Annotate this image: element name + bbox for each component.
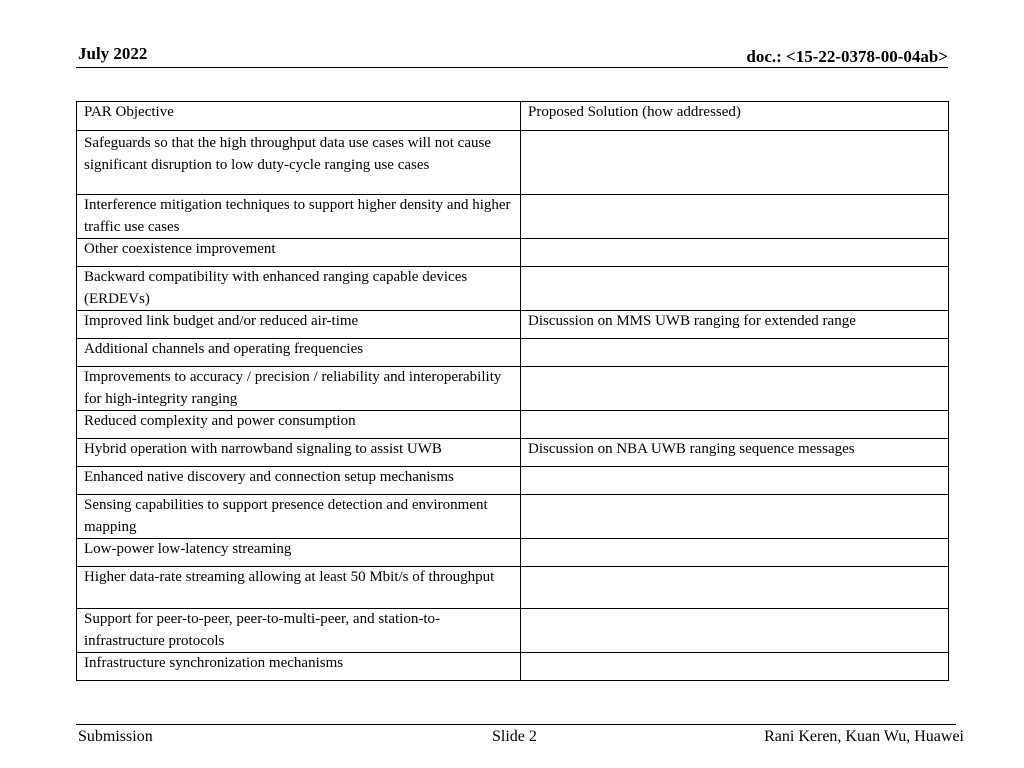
objective-cell: Enhanced native discovery and connection setup mechanisms bbox=[77, 467, 521, 495]
objective-cell: Low-power low-latency streaming bbox=[77, 539, 521, 567]
solution-cell bbox=[521, 195, 949, 239]
solution-cell: Discussion on NBA UWB ranging sequence messages bbox=[521, 439, 949, 467]
header-date: July 2022 bbox=[78, 44, 148, 63]
solution-cell bbox=[521, 131, 949, 195]
objective-cell: Backward compatibility with enhanced ranging capable devices (ERDEVs) bbox=[77, 267, 521, 311]
objective-cell: Hybrid operation with narrowband signaling to assist UWB bbox=[77, 439, 521, 467]
objective-cell: Sensing capabilities to support presence detection and environment mapping bbox=[77, 495, 521, 539]
table-row bbox=[77, 339, 949, 367]
table-row bbox=[77, 267, 949, 311]
header-doc-id: doc.: <15-22-0378-00-04ab> bbox=[746, 47, 948, 66]
table-row bbox=[77, 567, 949, 609]
solution-cell bbox=[521, 339, 949, 367]
table-row bbox=[77, 467, 949, 495]
solution-cell bbox=[521, 239, 949, 267]
solution-cell bbox=[521, 609, 949, 653]
solution-cell bbox=[521, 367, 949, 411]
objective-cell: Additional channels and operating frequencies bbox=[77, 339, 521, 367]
objective-cell: Safeguards so that the high throughput data use cases will not cause significant disruption to low duty-cycle ranging use cases bbox=[77, 131, 521, 195]
solution-cell bbox=[521, 267, 949, 311]
table-row bbox=[77, 495, 949, 539]
column-header-objective: PAR Objective bbox=[77, 102, 521, 131]
objective-cell: Improvements to accuracy / precision / reliability and interoperability for high-integrity ranging bbox=[77, 367, 521, 411]
table-row bbox=[77, 311, 949, 339]
solution-cell bbox=[521, 411, 949, 439]
table-row bbox=[77, 653, 949, 681]
footer-slide-number: Slide 2 bbox=[492, 728, 537, 745]
table-row bbox=[77, 195, 949, 239]
solution-cell bbox=[521, 653, 949, 681]
table-row bbox=[77, 131, 949, 195]
solution-cell bbox=[521, 539, 949, 567]
table-row bbox=[77, 439, 949, 467]
table-row bbox=[77, 411, 949, 439]
objective-cell: Support for peer-to-peer, peer-to-multi-peer, and station-to-infrastructure protocols bbox=[77, 609, 521, 653]
objective-cell: Higher data-rate streaming allowing at least 50 Mbit/s of throughput bbox=[77, 567, 521, 609]
objective-cell: Improved link budget and/or reduced air-time bbox=[77, 311, 521, 339]
table-row bbox=[77, 367, 949, 411]
solution-cell: Discussion on MMS UWB ranging for extended range bbox=[521, 311, 949, 339]
table-row bbox=[77, 239, 949, 267]
footer-submission: Submission bbox=[78, 728, 153, 745]
solution-cell bbox=[521, 495, 949, 539]
objective-cell: Infrastructure synchronization mechanisms bbox=[77, 653, 521, 681]
column-header-solution: Proposed Solution (how addressed) bbox=[521, 102, 949, 131]
footer-divider bbox=[76, 724, 956, 725]
objective-cell: Reduced complexity and power consumption bbox=[77, 411, 521, 439]
solution-cell bbox=[521, 467, 949, 495]
solution-cell bbox=[521, 567, 949, 609]
objective-cell: Interference mitigation techniques to support higher density and higher traffic use cases bbox=[77, 195, 521, 239]
table-row bbox=[77, 539, 949, 567]
par-objectives-table bbox=[76, 101, 949, 681]
table-header-row bbox=[77, 102, 949, 131]
objective-cell: Other coexistence improvement bbox=[77, 239, 521, 267]
header-divider bbox=[76, 67, 948, 68]
footer-authors: Rani Keren, Kuan Wu, Huawei bbox=[764, 728, 964, 745]
table-row bbox=[77, 609, 949, 653]
